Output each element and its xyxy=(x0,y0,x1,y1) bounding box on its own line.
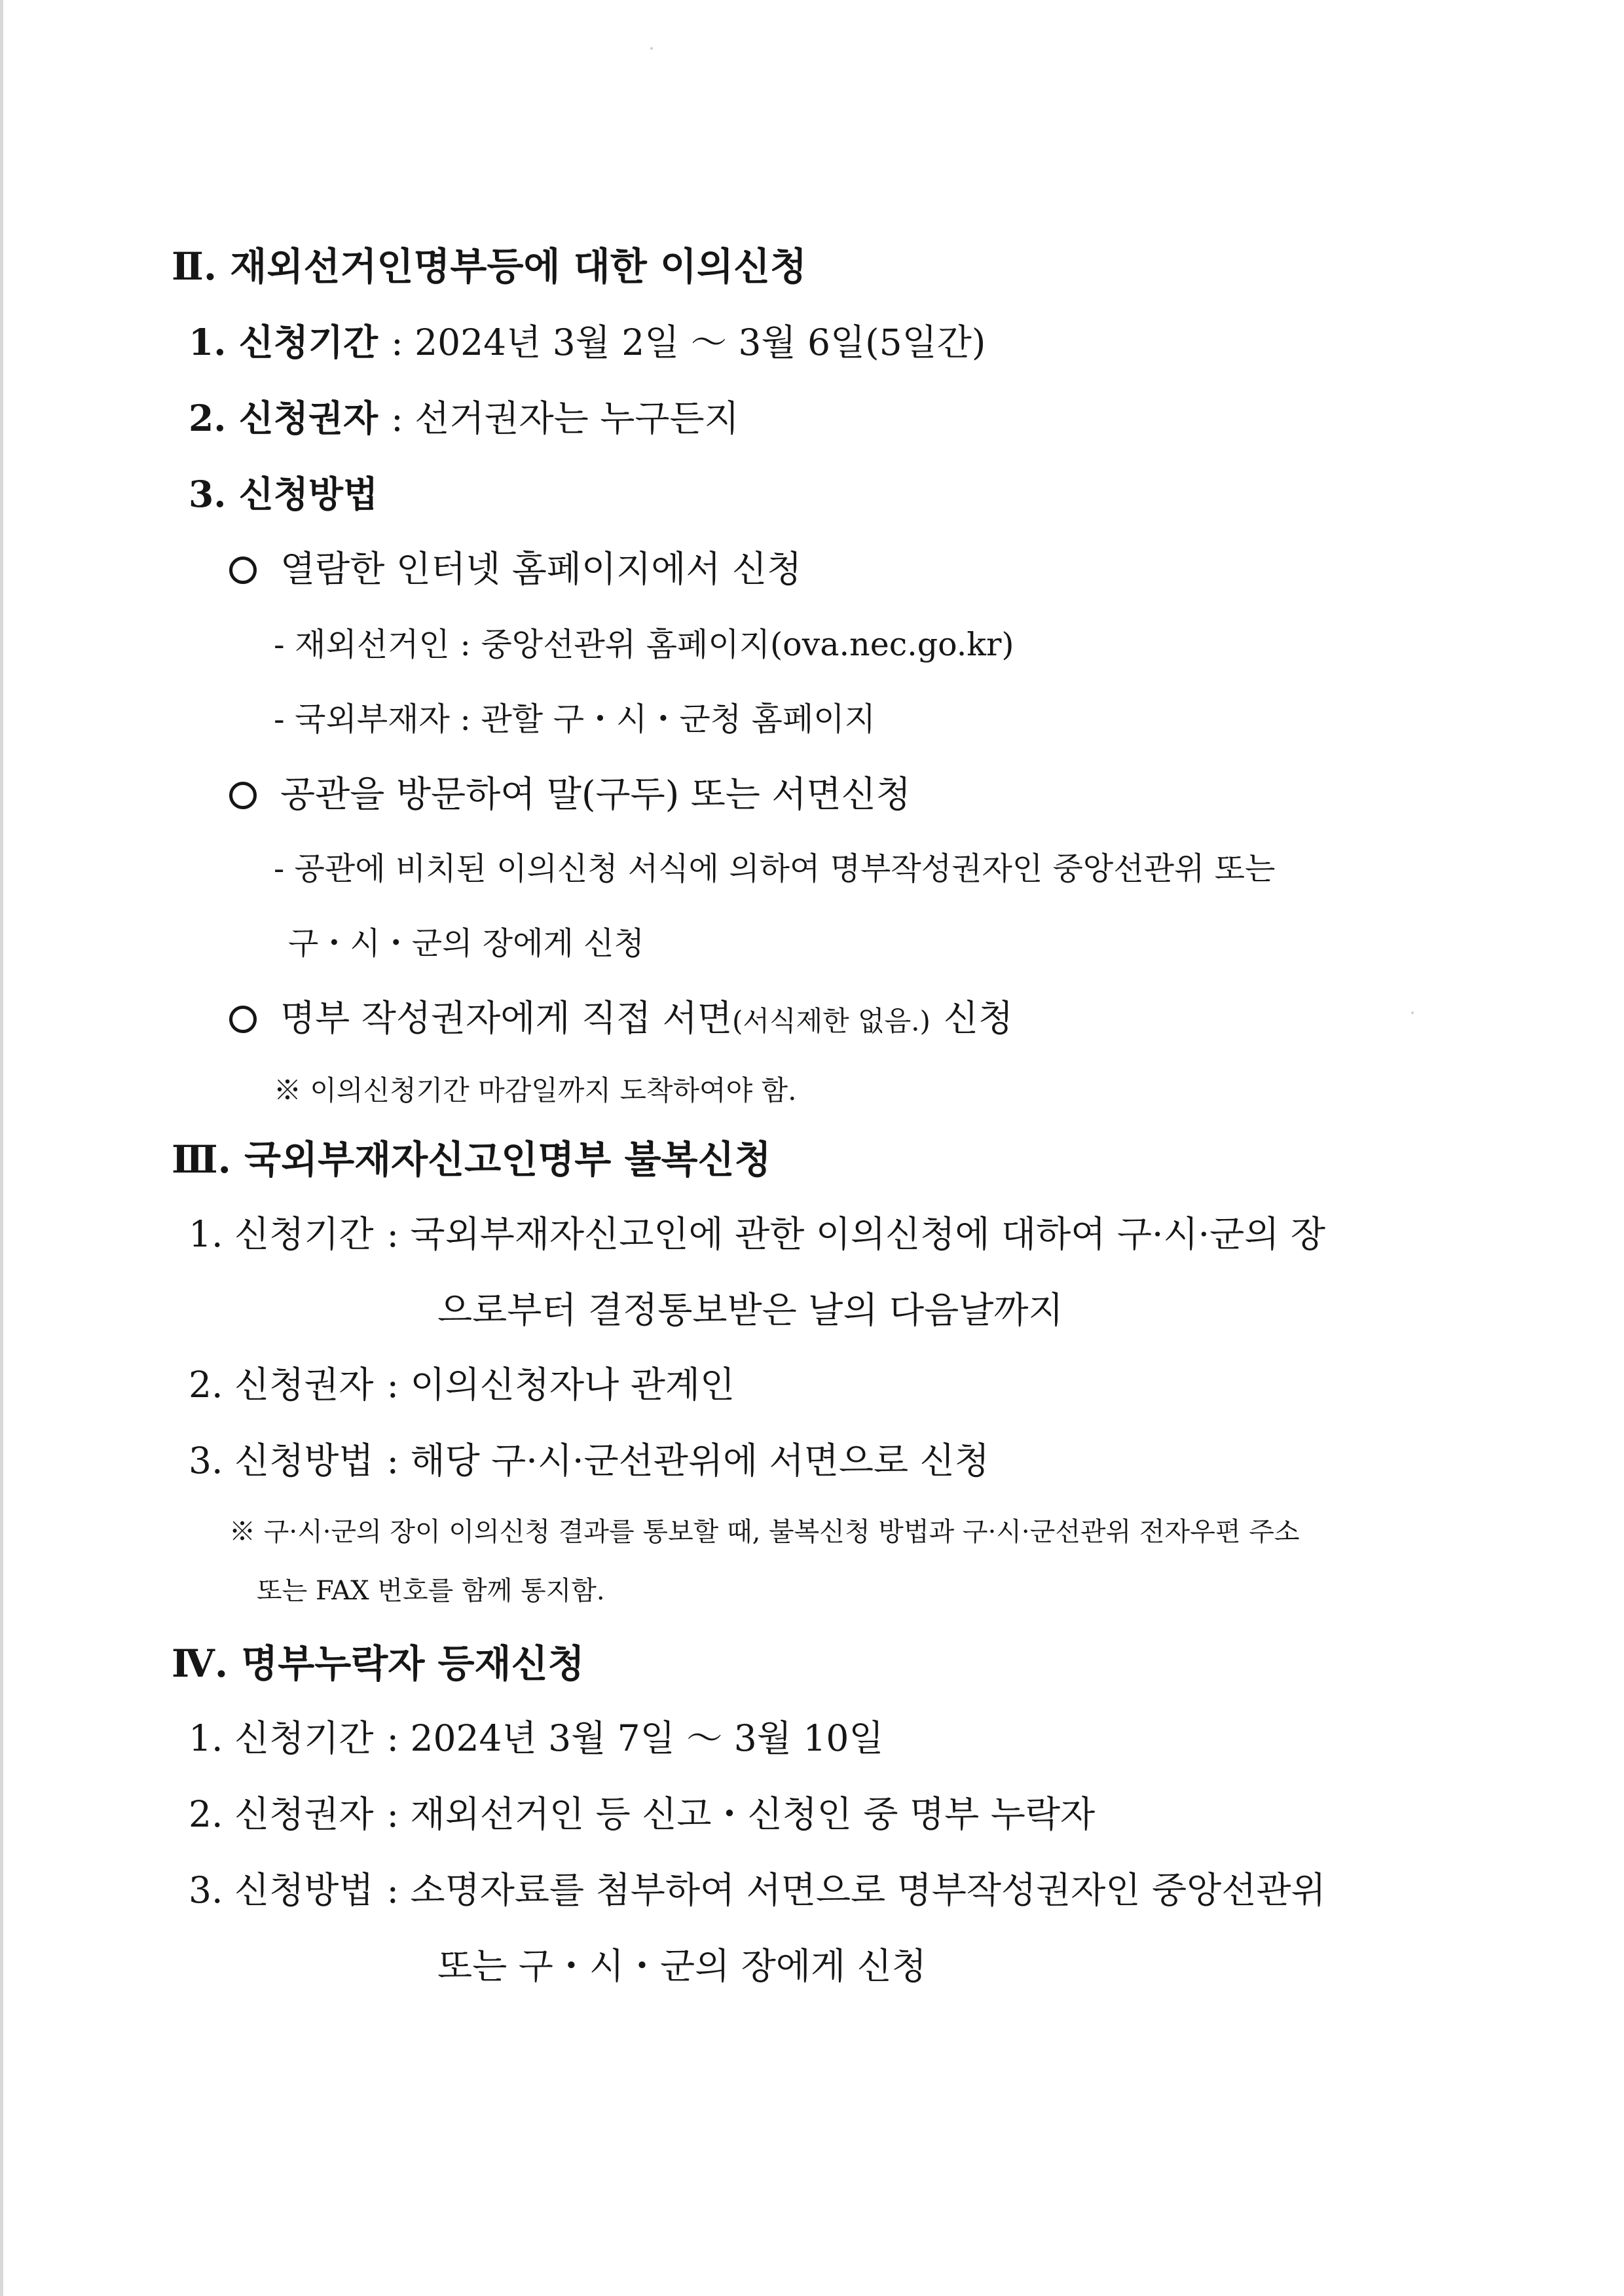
s4-item-2 xyxy=(189,1791,1095,1837)
s4-item-3-label: 3. 신청방법 xyxy=(189,1869,374,1911)
s4-item-3-value-line-2: 또는 구・시・군의 장에게 신청 xyxy=(437,1945,927,1987)
s2-item-2-label: 2. 신청권자 xyxy=(189,397,378,439)
s3-item-1 xyxy=(189,1211,1325,1257)
s3-item-2 xyxy=(189,1362,735,1408)
circle-bullet-icon xyxy=(229,782,257,809)
s2-bullet-1 xyxy=(229,546,802,592)
s2-note: ※ 이의신청기간 마감일까지 도착하여야 함. xyxy=(274,1074,797,1106)
scan-speck xyxy=(1411,1011,1414,1014)
s3-note-line-2: 또는 FAX 번호를 함께 통지함. xyxy=(257,1576,605,1606)
s2-bullet-2-detail-line-1: - 공관에 비치된 이의신청 서식에 의하여 명부작성권자인 중앙선관위 또는 xyxy=(274,850,1276,887)
s3-item-1-value-line-1: : 국외부재자신고인에 관한 이의신청에 대하여 구·시·군의 장 xyxy=(386,1213,1325,1255)
s3-item-1-value-line-2: 으로부터 결정통보받은 날의 다음날까지 xyxy=(437,1289,1063,1331)
s4-item-1-value: : 2024년 3월 7일 ～ 3월 10일 xyxy=(386,1717,884,1759)
s2-item-1 xyxy=(189,319,986,365)
s2-item-1-value: : 2024년 3월 2일 ～ 3월 6일(5일간) xyxy=(391,321,986,363)
s2-item-2-value: : 선거권자는 누구든지 xyxy=(391,397,739,439)
section-3-heading: Ⅲ. 국외부재자신고인명부 불복신청 xyxy=(172,1137,771,1182)
s2-bullet-1-detail-2: - 국외부재자 : 관할 구・시・군청 홈페이지 xyxy=(274,701,876,738)
s3-item-3 xyxy=(189,1438,989,1484)
s2-bullet-3-text: 명부 작성권자에게 직접 서면 xyxy=(280,997,733,1039)
s2-item-3-label: 3. 신청방법 xyxy=(189,473,378,515)
section-2-heading: Ⅱ. 재외선거인명부등에 대한 이의신청 xyxy=(172,244,807,289)
s4-item-1 xyxy=(189,1715,884,1761)
s3-item-3-value: : 해당 구·시·군선관위에 서면으로 신청 xyxy=(386,1440,989,1482)
page-edge xyxy=(0,0,3,2296)
s2-bullet-1-detail-1: - 재외선거인 : 중앙선관위 홈페이지(ova.nec.go.kr) xyxy=(274,626,1014,663)
scan-speck xyxy=(650,47,653,50)
s2-item-1-label: 1. 신청기간 xyxy=(189,321,378,363)
s2-item-2 xyxy=(189,395,739,441)
circle-bullet-icon xyxy=(229,1006,257,1033)
s3-item-2-value: : 이의신청자나 관계인 xyxy=(386,1364,735,1406)
circle-bullet-icon xyxy=(229,556,257,584)
s2-bullet-3-end: 신청 xyxy=(943,997,1014,1039)
s4-item-1-label: 1. 신청기간 xyxy=(189,1717,374,1759)
s2-bullet-2-detail-line-2: 구・시・군의 장에게 신청 xyxy=(288,925,644,962)
s4-item-2-value: : 재외선거인 등 신고・신청인 중 명부 누락자 xyxy=(386,1793,1096,1835)
s4-item-3-value-line-1: : 소명자료를 첨부하여 서면으로 명부작성권자인 중앙선관위 xyxy=(386,1869,1326,1911)
s3-item-3-label: 3. 신청방법 xyxy=(189,1440,374,1482)
s2-bullet-2-text: 공관을 방문하여 말(구두) 또는 서면신청 xyxy=(280,773,911,815)
s3-note-line-1: ※ 구·시·군의 장이 이의신청 결과를 통보할 때, 불복신청 방법과 구·시·군선관위 전자우편 주소 xyxy=(229,1517,1300,1547)
section-4-heading: Ⅳ. 명부누락자 등재신청 xyxy=(172,1641,585,1686)
s2-bullet-2 xyxy=(229,771,911,817)
s4-item-2-label: 2. 신청권자 xyxy=(189,1793,374,1835)
s2-bullet-1-text: 열람한 인터넷 홈페이지에서 신청 xyxy=(280,548,802,590)
s3-item-1-label: 1. 신청기간 xyxy=(189,1213,374,1255)
s2-bullet-3 xyxy=(229,995,1013,1044)
s4-item-3 xyxy=(189,1867,1326,1913)
s3-item-2-label: 2. 신청권자 xyxy=(189,1364,374,1406)
s2-bullet-3-small: (서식제한 없음.) xyxy=(732,1005,931,1037)
